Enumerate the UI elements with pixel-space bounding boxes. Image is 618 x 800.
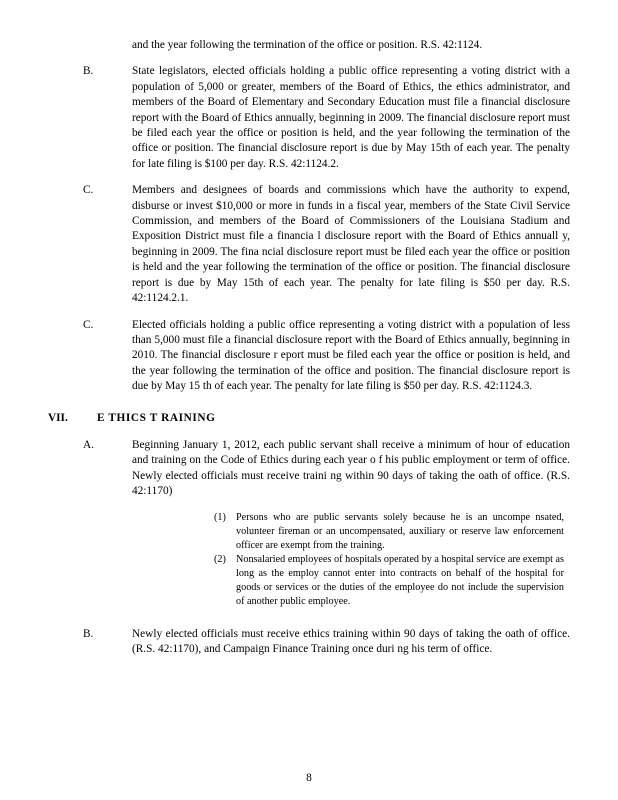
sub-list-item-marker: (1) bbox=[214, 511, 226, 523]
list-item-marker: A. bbox=[83, 438, 94, 451]
list-item-text: Elected officials holding a public office representing a voting district with a population of less than 5,000 must file a financial disclosure report with the Board of Ethics annually, beginning in 2010. The financial disclosure r eport must be filed each year the office or position is held, and the year following the termination of the office and position. The financial disclosure report is due by May 15 th of each year. The penalty for late filing is $50 per day. R.S. 42:1124.3. bbox=[132, 318, 570, 393]
list-item bbox=[48, 627, 570, 658]
section-heading bbox=[48, 411, 570, 426]
list-item-marker: C. bbox=[83, 318, 94, 331]
list-item-text: Beginning January 1, 2012, each public servant shall receive a minimum of hour of education and training on the Code of Ethics during each year o f his public employment or term of office. Newly elected officials must receive traini ng within 90 days of taking the oath of office. (R.S. 42:1170) bbox=[132, 438, 570, 498]
section-heading-marker: VII. bbox=[48, 411, 68, 424]
sub-list-item-text: Persons who are public servants solely because he is an uncompe nsated, volunteer fireman or an uncompensated, auxiliary or reserve law enforcement officer are exempt from the training. bbox=[236, 511, 564, 551]
sub-list-item-marker: (2) bbox=[214, 553, 226, 565]
list-item-marker: C. bbox=[83, 184, 94, 197]
list-item bbox=[48, 438, 570, 500]
list-item bbox=[48, 318, 570, 395]
lead-paragraph: and the year following the termination of the office or position. R.S. 42:1124. bbox=[132, 39, 483, 51]
sub-list bbox=[48, 511, 570, 609]
list-item-text: Members and designees of boards and commissions which have the authority to expend, disburse or invest $10,000 or more in funds in a fiscal year, members of the State Civil Service Commission, and members of the Board of Commissioners of the Louisiana Stadium and Exposition District must file a financia l disclosure report with the Board of Ethics annuall y, beginning in 2009. The fina ncial disclosure report must be filed each year the office or position is held and the year following the termination of the office or position. The financial disclosure report is due by May 15th of each year. The penalty for late filing is $50 per day. R.S. 42:1124.2.1. bbox=[132, 184, 570, 305]
section-heading-title: E THICS T RAINING bbox=[97, 411, 216, 424]
list-item bbox=[48, 183, 570, 306]
list-item-text: State legislators, elected officials holding a public office representing a voting district with a population of 5,000 or greater, members of the Board of Ethics, the ethics administrator, and members of the Board of Elementary and Secondary Education must file a financial disclosure report with the Board of Ethics annually, beginning in 2009. The financial disclosure report must be filed each year the office or position is held, and the year following the termination of the office or position. The financial disclosure report is due by May 15th of each year. The penalty for late filing is $100 per day. R.S. 42:1124.2. bbox=[132, 65, 570, 170]
sub-list-item bbox=[214, 511, 570, 553]
list-item-marker: B. bbox=[83, 65, 94, 78]
page-number: 8 bbox=[306, 772, 312, 784]
sub-list-item bbox=[214, 553, 570, 609]
list-item bbox=[48, 64, 570, 172]
list-item-text: Newly elected officials must receive ethics training within 90 days of taking the oath of office. (R.S. 42:1170), and Campaign Finance Training once duri ng his term of office. bbox=[132, 627, 570, 655]
list-item-marker: B. bbox=[83, 627, 94, 640]
sub-list-item-text: Nonsalaried employees of hospitals operated by a hospital service are exempt as long as the employ cannot enter into contracts on behalf of the hospital for goods or services or the duties of the employee do not include the supervision of another public employee. bbox=[236, 553, 564, 607]
